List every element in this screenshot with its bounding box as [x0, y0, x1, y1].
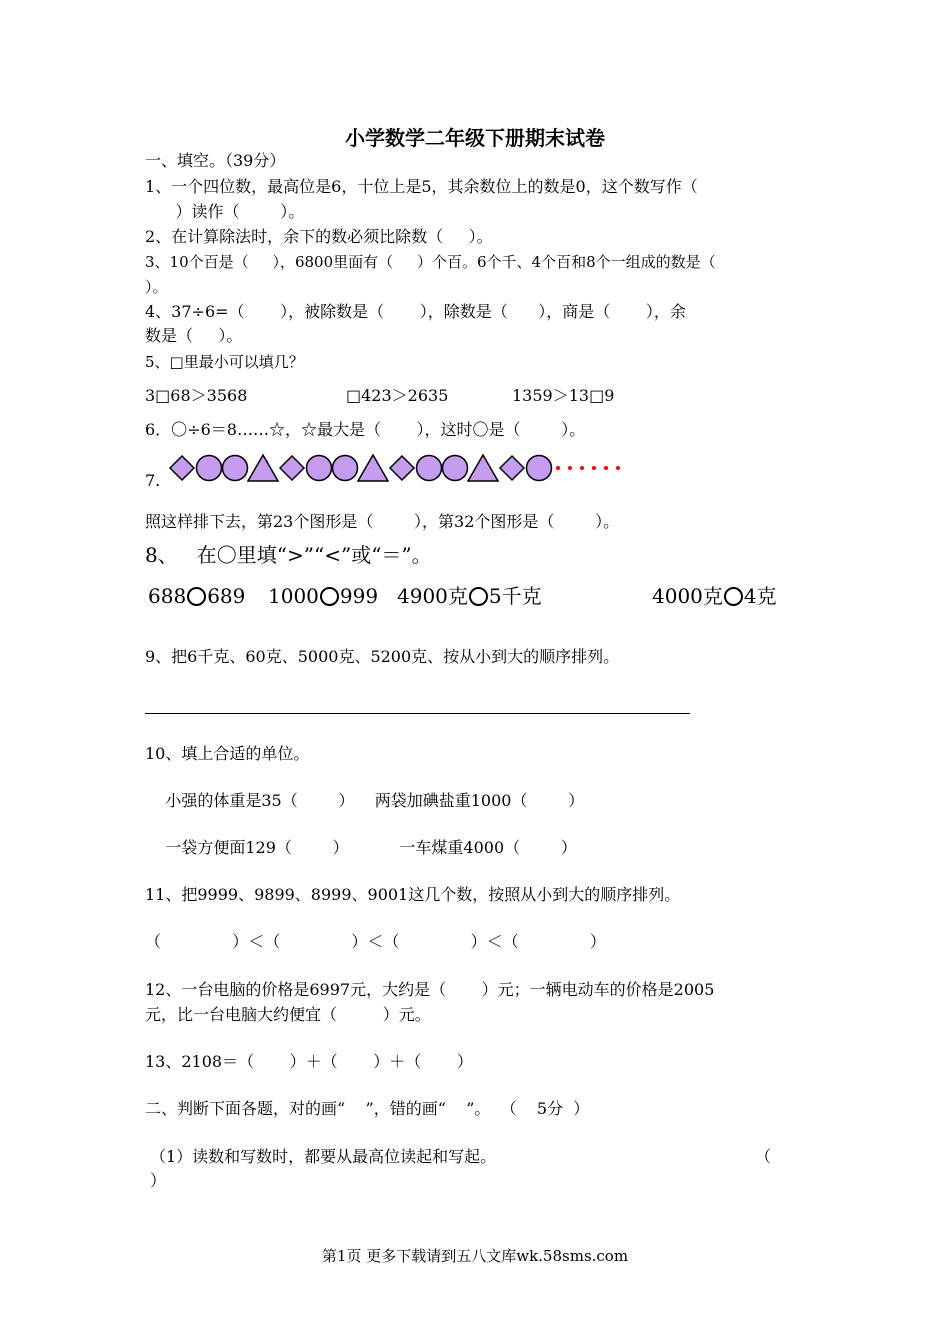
circle-shape: [333, 456, 358, 481]
compare-right: 4克: [743, 584, 777, 608]
compare-right: 999: [339, 584, 379, 608]
section-1-heading: 一、填空。（39分）: [145, 151, 286, 170]
continuation-dot: [580, 466, 584, 470]
circle-shape: [223, 456, 248, 481]
question-7-text: 照这样排下去，第23个图形是（ ），第32个图形是（ ）。: [145, 512, 620, 531]
question-3-line-2: ）。: [145, 278, 168, 296]
circle-shape: [307, 456, 332, 481]
question-5-item-1: 3□68＞3568: [145, 386, 248, 405]
compare-left: 4000克: [652, 584, 723, 608]
question-4-line-1: 4、37÷6=（ ），被除数是（ ），除数是（ ），商是（ ），余: [145, 302, 686, 321]
question-6: 6．〇÷6＝8……☆，☆最大是（ ），这时〇是（ ）。: [145, 420, 586, 439]
question-12-line-1: 12、一台电脑的价格是6997元，大约是（ ）元；一辆电动车的价格是2005: [145, 980, 715, 999]
question-8: 8、 在〇里填“>”“<”或“＝”。: [145, 543, 432, 567]
compare-left: 688: [148, 584, 187, 608]
question-12-line-2: 元，比一台电脑大约便宜（ ）元。: [145, 1005, 431, 1024]
triangle-shape: [358, 455, 388, 481]
compare-right: 5千克: [488, 584, 542, 608]
circle-shape: [197, 456, 222, 481]
diamond-shape: [500, 456, 524, 480]
question-7-number: 7.: [145, 471, 161, 490]
question-1-line-2: ）读作（ ）。: [145, 202, 305, 221]
compare-item-2: [268, 582, 378, 610]
page-title: 小学数学二年级下册期末试卷: [345, 126, 605, 150]
compare-item-1: [148, 582, 245, 610]
page-footer: 第1页 更多下载请到五八文库wk.58sms.com: [321, 1247, 629, 1265]
compare-item-3: [397, 582, 542, 610]
triangle-shape: [248, 455, 278, 481]
blank-circle-icon[interactable]: [320, 587, 339, 606]
continuation-dot: [592, 466, 596, 470]
question-1-line-1: 1、一个四位数，最高位是6，十位上是5，其余数位上的数是0，这个数写作（: [145, 177, 698, 196]
question-3-line-1: 3、10个百是（ ），6800里面有（ ）个百。6个千、4个百和8个一组成的数是（: [145, 253, 716, 271]
diamond-shape: [390, 456, 414, 480]
circle-shape: [443, 456, 468, 481]
circle-shape: [417, 456, 442, 481]
answer-line[interactable]: [145, 713, 690, 714]
judge-1: （1）读数和写数时，都要从最高位读起和写起。: [150, 1147, 497, 1166]
question-2: 2、在计算除法时，余下的数必须比除数（ ）。: [145, 227, 493, 246]
diamond-shape: [170, 456, 194, 480]
shape-pattern: [168, 452, 628, 484]
question-11: 11、把9999、9899、8999、9001这几个数，按照从小到大的顺序排列。: [145, 885, 681, 904]
question-5-item-3: 1359＞13□9: [512, 386, 615, 405]
diamond-shape: [280, 456, 304, 480]
question-11-answer: （ ）＜（ ）＜（ ）＜（ ）: [145, 932, 606, 951]
compare-right: 689: [207, 584, 246, 608]
question-9: 9、把6千克、60克、5000克、5200克、按从小到大的顺序排列。: [145, 647, 620, 666]
question-5-item-2: □423＞2635: [346, 386, 449, 405]
question-10-row-1: 小强的体重是35（ ） 两袋加碘盐重1000（ ）: [145, 791, 585, 810]
question-5: 5、□里最小可以填几？: [145, 353, 304, 371]
compare-left: 1000: [268, 584, 319, 608]
question-4-line-2: 数是（ ）。: [145, 326, 243, 345]
compare-item-4: [652, 582, 777, 610]
continuation-dot: [556, 466, 560, 470]
blank-circle-icon[interactable]: [187, 587, 206, 606]
compare-left: 4900克: [397, 584, 468, 608]
judge-1-paren-open: （: [755, 1147, 772, 1166]
question-13: 13、2108＝（ ）＋（ ）＋（ ）: [145, 1052, 473, 1071]
blank-circle-icon[interactable]: [469, 587, 488, 606]
continuation-dot: [604, 466, 608, 470]
judge-1-paren-close: ）: [150, 1171, 167, 1190]
continuation-dot: [616, 466, 620, 470]
triangle-shape: [468, 455, 498, 481]
blank-circle-icon[interactable]: [724, 587, 743, 606]
section-2-heading: 二、判断下面各题，对的画“ ”，错的画“ ”。 （ 5分 ）: [145, 1099, 590, 1118]
circle-shape: [527, 456, 552, 481]
question-10-row-2: 一袋方便面129（ ） 一车煤重4000（ ）: [145, 838, 577, 857]
continuation-dot: [568, 466, 572, 470]
question-10: 10、填上合适的单位。: [145, 744, 310, 763]
